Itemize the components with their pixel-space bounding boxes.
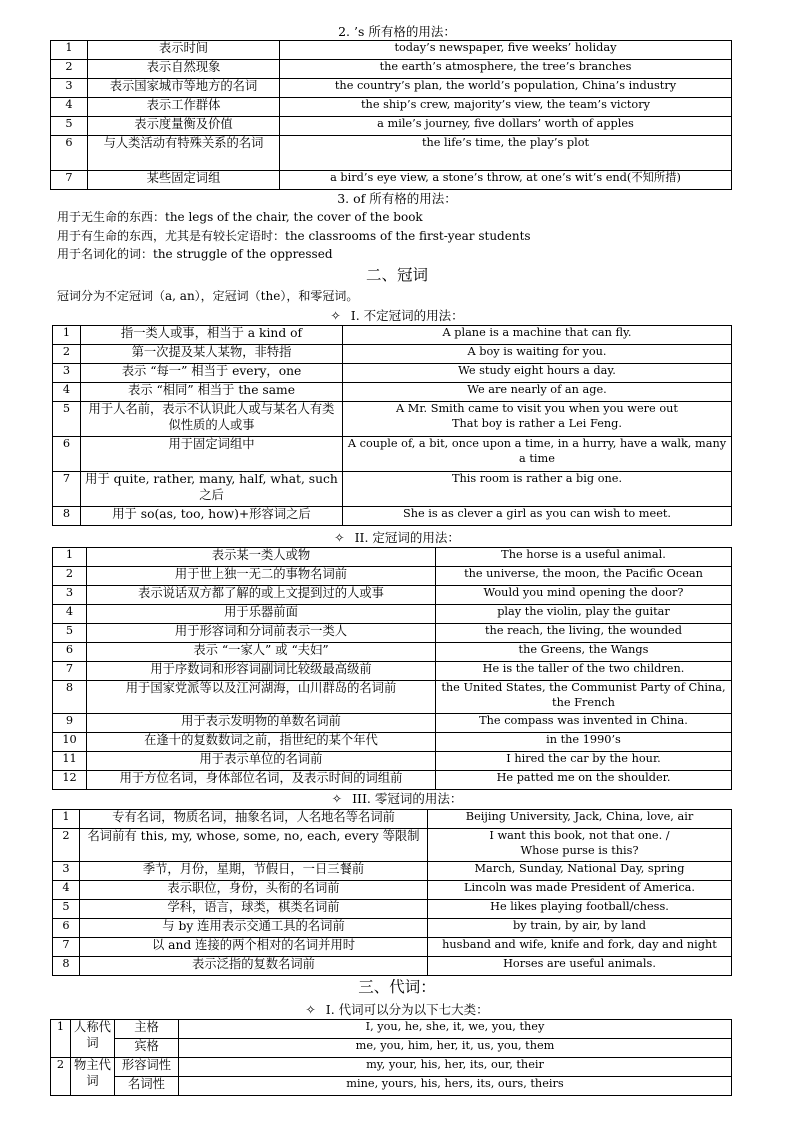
row-number: 4 [51, 98, 88, 117]
table-row [53, 771, 732, 790]
usage-cell: 与人类活动有特殊关系的名词 [88, 136, 280, 171]
pronoun-category: 人称代词 [71, 1020, 115, 1058]
usage-cell: 表示泛指的复数名词前 [80, 957, 428, 976]
usage-cell: 表示 “相同” 相当于 the same [81, 383, 343, 402]
table-row [51, 41, 732, 60]
usage-cell: 用于固定词组中 [81, 437, 343, 472]
example-cell: We study eight hours a day. [343, 364, 732, 383]
diamond-icon: ✧ [305, 1002, 316, 1017]
table-row [53, 605, 732, 624]
example-cell: Beijing University, Jack, China, love, air [428, 810, 732, 829]
row-number: 4 [53, 383, 81, 402]
forms-cell: mine, yours, his, hers, its, ours, theirs [179, 1077, 732, 1096]
table-row [53, 662, 732, 681]
row-number: 7 [53, 938, 80, 957]
table-row [53, 548, 732, 567]
usage-cell: 学科，语言，球类，棋类名词前 [80, 900, 428, 919]
table-row [53, 437, 732, 472]
pronoun-table [50, 1019, 732, 1096]
of-usage-line: 用于无生命的东西：the legs of the chair, the cover of the book [57, 210, 423, 224]
table-row [53, 345, 732, 364]
example-cell: Lincoln was made President of America. [428, 881, 732, 900]
example-cell: He patted me on the shoulder. [436, 771, 732, 790]
usage-cell: 用于表示发明物的单数名词前 [87, 714, 436, 733]
row-number: 8 [53, 507, 81, 526]
table-row [51, 1039, 732, 1058]
row-number: 4 [53, 605, 87, 624]
usage-cell: 表示 “一家人” 或 “夫妇” [87, 643, 436, 662]
usage-cell: 用于序数词和形容词副词比较级最高级前 [87, 662, 436, 681]
row-number: 1 [51, 41, 88, 60]
definite-article-table [52, 547, 732, 790]
table-row [53, 402, 732, 437]
table-row [53, 567, 732, 586]
pronoun-category: 物主代词 [71, 1058, 115, 1096]
usage-cell: 表示工作群体 [88, 98, 280, 117]
example-cell: I want this book, not that one. / Whose purse is this? [428, 829, 732, 862]
table-row [53, 810, 732, 829]
row-number: 7 [53, 662, 87, 681]
row-number: 2 [51, 60, 88, 79]
diamond-icon: ✧ [331, 791, 343, 806]
usage-cell: 第一次提及某人某物，非特指 [81, 345, 343, 364]
row-number: 9 [53, 714, 87, 733]
row-number: 8 [53, 681, 87, 714]
usage-cell: 表示度量衡及价值 [88, 117, 280, 136]
usage-cell: 用于 so(as, too, how)+形容词之后 [81, 507, 343, 526]
diamond-icon: ✧ [330, 308, 341, 323]
example-cell: the ship’s crew, majority’s view, the team’s victory [280, 98, 732, 117]
subsection-heading-zero: ✧ III. 零冠词的用法： [331, 791, 463, 806]
example-cell: We are nearly of an age. [343, 383, 732, 402]
indefinite-article-table [52, 325, 732, 526]
row-number: 3 [53, 364, 81, 383]
example-cell: He is the taller of the two children. [436, 662, 732, 681]
row-number: 12 [53, 771, 87, 790]
example-cell: the country’s plan, the world’s population, China’s industry [280, 79, 732, 98]
articles-intro: 冠词分为不定冠词（a, an），定冠词（the），和零冠词。 [57, 289, 359, 303]
table-row [53, 326, 732, 345]
row-number: 3 [53, 586, 87, 605]
example-cell: A couple of, a bit, once upon a time, in a hurry, have a walk, many a time [343, 437, 732, 472]
usage-cell: 表示自然现象 [88, 60, 280, 79]
usage-cell: 某些固定词组 [88, 171, 280, 190]
case-cell: 名词性 [115, 1077, 179, 1096]
example-cell: in the 1990’s [436, 733, 732, 752]
usage-cell: 指一类人或事，相当于 a kind of [81, 326, 343, 345]
row-number: 8 [53, 957, 80, 976]
table-row [53, 472, 732, 507]
usage-cell: 表示某一类人或物 [87, 548, 436, 567]
usage-cell: 用于乐器前面 [87, 605, 436, 624]
table-row [51, 1020, 732, 1039]
usage-cell: 与 by 连用表示交通工具的名词前 [80, 919, 428, 938]
section-title-pronouns: 三、代词： [358, 978, 436, 996]
usage-cell: 用于世上独一无二的事物名词前 [87, 567, 436, 586]
section-heading-possessive-of: 3. of 所有格的用法： [337, 191, 457, 206]
example-cell: the United States, the Communist Party of China, the French [436, 681, 732, 714]
usage-cell: 用于国家党派等以及江河湖海，山川群岛的名词前 [87, 681, 436, 714]
table-row [53, 957, 732, 976]
example-cell: the life’s time, the play’s plot [280, 136, 732, 171]
row-number: 1 [53, 326, 81, 345]
zero-article-table [52, 809, 732, 976]
table-row [53, 919, 732, 938]
row-number: 5 [51, 117, 88, 136]
table-row [53, 862, 732, 881]
row-number: 2 [53, 567, 87, 586]
table-row [53, 643, 732, 662]
row-number: 11 [53, 752, 87, 771]
usage-cell: 用于形容词和分词前表示一类人 [87, 624, 436, 643]
table-row [53, 507, 732, 526]
example-cell: A boy is waiting for you. [343, 345, 732, 364]
table-row [53, 881, 732, 900]
row-number: 1 [53, 548, 87, 567]
of-usage-line: 用于名词化的词：the struggle of the oppressed [57, 247, 333, 261]
usage-cell: 表示说话双方都了解的或上文提到过的人或事 [87, 586, 436, 605]
table-row [53, 681, 732, 714]
usage-cell: 表示国家城市等地方的名词 [88, 79, 280, 98]
example-cell: a bird’s eye view, a stone’s throw, at one’s wit’s end(不知所措) [280, 171, 732, 190]
subsection-heading-indefinite: ✧ I. 不定冠词的用法： [330, 308, 464, 323]
example-cell: Would you mind opening the door? [436, 586, 732, 605]
usage-cell: 以 and 连接的两个相对的名词并用时 [80, 938, 428, 957]
usage-cell: 表示 “每一” 相当于 every，one [81, 364, 343, 383]
row-number: 1 [53, 810, 80, 829]
example-cell: today’s newspaper, five weeks’ holiday [280, 41, 732, 60]
case-cell: 形容词性 [115, 1058, 179, 1077]
row-number: 7 [53, 472, 81, 507]
table-row [53, 900, 732, 919]
table-row [53, 383, 732, 402]
usage-cell: 用于方位名词，身体部位名词，及表示时间的词组前 [87, 771, 436, 790]
example-cell: the Greens, the Wangs [436, 643, 732, 662]
diamond-icon: ✧ [334, 530, 345, 545]
example-cell: play the violin, play the guitar [436, 605, 732, 624]
row-number: 6 [53, 919, 80, 938]
example-cell: I hired the car by the hour. [436, 752, 732, 771]
usage-cell: 名词前有 this, my, whose, some, no, each, every 等限制 [80, 829, 428, 862]
example-cell: The compass was invented in China. [436, 714, 732, 733]
row-number: 7 [51, 171, 88, 190]
forms-cell: my, your, his, her, its, our, their [179, 1058, 732, 1077]
usage-cell: 专有名词，物质名词，抽象名词，人名地名等名词前 [80, 810, 428, 829]
forms-cell: me, you, him, her, it, us, you, them [179, 1039, 732, 1058]
example-cell: This room is rather a big one. [343, 472, 732, 507]
row-number: 6 [53, 643, 87, 662]
example-cell: a mile’s journey, five dollars’ worth of apples [280, 117, 732, 136]
usage-cell: 表示职位，身份，头衔的名词前 [80, 881, 428, 900]
table-row [51, 79, 732, 98]
example-cell: husband and wife, knife and fork, day and night [428, 938, 732, 957]
row-number: 6 [51, 136, 88, 171]
row-number: 3 [51, 79, 88, 98]
row-number: 2 [53, 345, 81, 364]
row-number: 3 [53, 862, 80, 881]
case-cell: 主格 [115, 1020, 179, 1039]
subsection-heading-definite: ✧ II. 定冠词的用法： [334, 530, 460, 545]
section-heading-possessive-s: 2. ’s 所有格的用法： [338, 24, 456, 39]
row-number: 10 [53, 733, 87, 752]
group-number: 1 [51, 1020, 71, 1058]
table-row [53, 938, 732, 957]
usage-cell: 用于表示单位的名词前 [87, 752, 436, 771]
table-row [53, 364, 732, 383]
example-cell: the reach, the living, the wounded [436, 624, 732, 643]
table-row [53, 829, 732, 862]
table-row [51, 98, 732, 117]
example-cell: the earth’s atmosphere, the tree’s branches [280, 60, 732, 79]
usage-cell: 表示时间 [88, 41, 280, 60]
usage-cell: 用于人名前，表示不认识此人或与某名人有类似性质的人或事 [81, 402, 343, 437]
example-cell: The horse is a useful animal. [436, 548, 732, 567]
table-row [53, 733, 732, 752]
table-row [53, 586, 732, 605]
of-usage-line: 用于有生命的东西，尤其是有较长定语时：the classrooms of the first-year students [57, 229, 531, 243]
table-row [51, 60, 732, 79]
case-cell: 宾格 [115, 1039, 179, 1058]
row-number: 5 [53, 624, 87, 643]
possessive-s-table [50, 40, 732, 190]
example-cell: the universe, the moon, the Pacific Ocean [436, 567, 732, 586]
row-number: 6 [53, 437, 81, 472]
table-row [53, 752, 732, 771]
forms-cell: I, you, he, she, it, we, you, they [179, 1020, 732, 1039]
example-cell: A Mr. Smith came to visit you when you were out That boy is rather a Lei Feng. [343, 402, 732, 437]
subsection-heading-pronoun-types: ✧ I. 代词可以分为以下七大类： [305, 1002, 489, 1017]
usage-cell: 季节，月份，星期，节假日，一日三餐前 [80, 862, 428, 881]
table-row [51, 117, 732, 136]
example-cell: March, Sunday, National Day, spring [428, 862, 732, 881]
example-cell: Horses are useful animals. [428, 957, 732, 976]
group-number: 2 [51, 1058, 71, 1096]
example-cell: by train, by air, by land [428, 919, 732, 938]
table-row [51, 1058, 732, 1077]
row-number: 2 [53, 829, 80, 862]
usage-cell: 在逢十的复数数词之前，指世纪的某个年代 [87, 733, 436, 752]
row-number: 4 [53, 881, 80, 900]
table-row [51, 1077, 732, 1096]
row-number: 5 [53, 900, 80, 919]
table-row [53, 624, 732, 643]
table-row [51, 171, 732, 190]
example-cell: A plane is a machine that can fly. [343, 326, 732, 345]
table-row [53, 714, 732, 733]
usage-cell: 用于 quite, rather, many, half, what, such 之后 [81, 472, 343, 507]
section-title-articles: 二、冠词 [365, 266, 428, 284]
row-number: 5 [53, 402, 81, 437]
table-row [51, 136, 732, 171]
example-cell: She is as clever a girl as you can wish to meet. [343, 507, 732, 526]
example-cell: He likes playing football/chess. [428, 900, 732, 919]
